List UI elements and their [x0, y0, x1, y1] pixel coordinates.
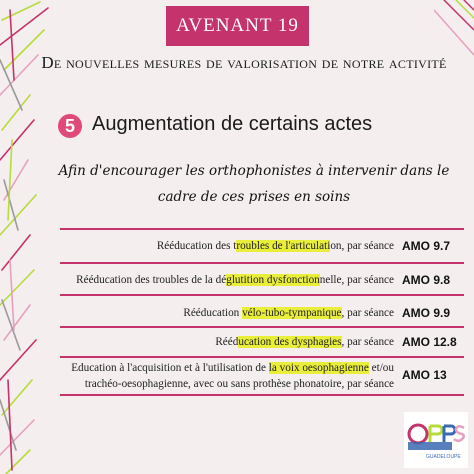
section-number-badge: [58, 114, 82, 138]
act-label: Rééducation des dysphagies, par séance: [215, 336, 394, 348]
highlight: la voix oesophagienne: [268, 362, 369, 374]
act-label: Rééducation vélo-tubo-tympanique, par séance: [183, 307, 394, 319]
divider: [60, 294, 464, 296]
intro-text: Afin d'encourager les orthophonistes à intervenir dans le cadre de ces prises en soins: [58, 163, 450, 205]
logo-caption: GUADELOUPE: [426, 454, 461, 460]
act-value: AMO 9.7: [402, 239, 451, 253]
page-subtitle: De nouvelles mesures de valorisation de notre activité: [41, 53, 447, 72]
section-title: Augmentation de certains actes: [92, 113, 373, 135]
act-value: AMO 12.8: [402, 335, 457, 349]
highlight: vélo-tubo-tympanique: [242, 307, 342, 319]
act-value: AMO 9.8: [402, 273, 451, 287]
act-label: Rééducation des troubles de l'articulation, par séance: [156, 240, 394, 252]
amendment-badge-text: AVENANT 19: [176, 15, 299, 36]
divider: [60, 394, 464, 396]
divider: [60, 326, 464, 328]
organisation-logo: [404, 412, 468, 468]
highlight: glutition dysfonction: [226, 274, 320, 286]
amendment-badge: [166, 6, 309, 46]
divider: [60, 262, 464, 264]
act-value: AMO 9.9: [402, 306, 451, 320]
act-label: Education à l'acquisition et à l'utilisation de la voix oesophagienne et/ou trachéo-oesophagienne, avec ou sans prothèse phonatoire, par séance: [71, 362, 394, 390]
section-number: 5: [64, 115, 75, 136]
highlight: roubles de l'articulati: [236, 240, 331, 252]
divider: [60, 228, 464, 230]
highlight: ucation des dysphagies: [238, 336, 342, 348]
act-label: Rééducation des troubles de la déglutition dysfonctionnelle, par séance: [76, 274, 394, 286]
divider: [60, 356, 464, 358]
act-value: AMO 13: [402, 368, 447, 382]
